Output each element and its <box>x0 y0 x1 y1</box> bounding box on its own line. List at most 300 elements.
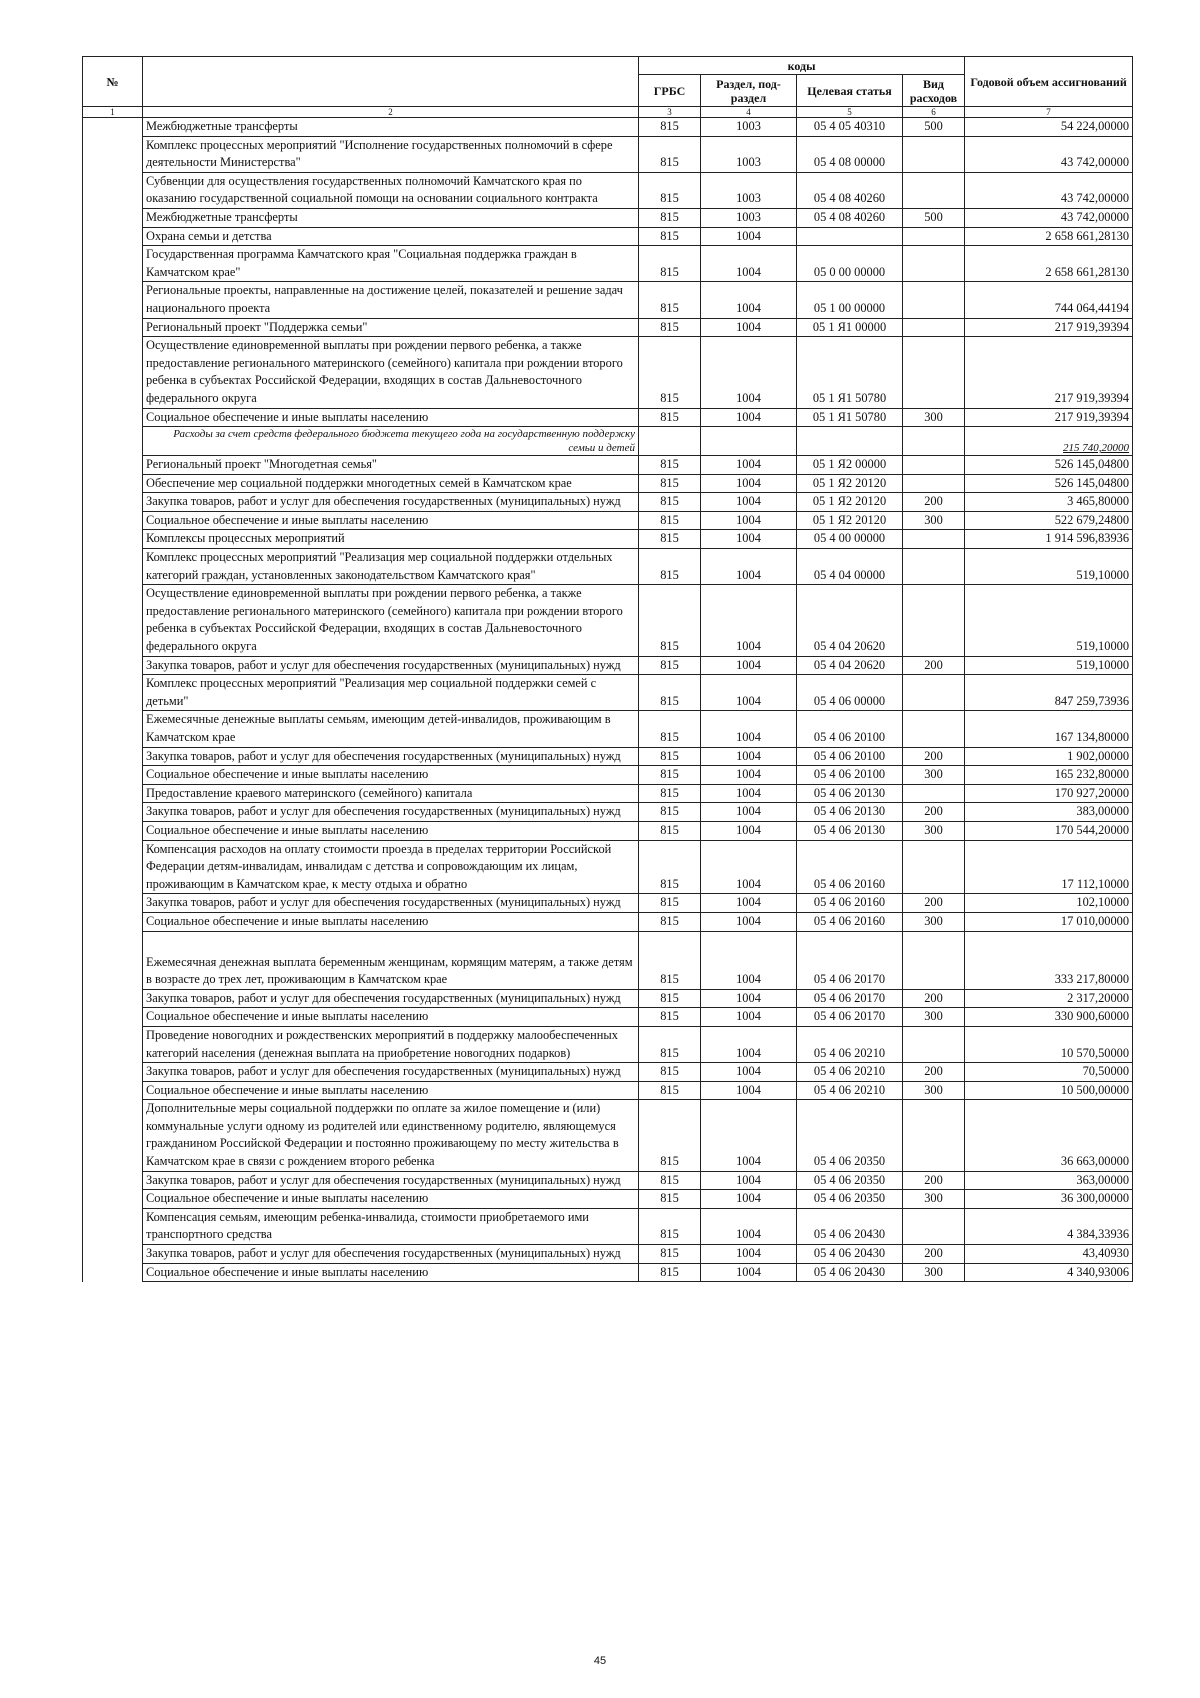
expense-type-cell <box>903 246 965 282</box>
table-row <box>83 549 1133 585</box>
expense-type-cell: 200 <box>903 894 965 913</box>
expense-type-cell <box>903 585 965 656</box>
razdel-cell: 1004 <box>701 456 797 475</box>
razdel-cell: 1004 <box>701 1190 797 1209</box>
razdel-cell: 1004 <box>701 408 797 427</box>
item-name-cell: Осуществление единовременной выплаты при рождении первого ребенка, а также предоставление регионального материнского (семейного) капитала при рождении второго ребенка в субъектах Российской Федерации, входящих в состав Дальневосточного федерального округа <box>143 585 639 656</box>
amount-cell: 2 658 661,28130 <box>965 246 1133 282</box>
table-row <box>83 747 1133 766</box>
amount-header: Годовой объем ассигнований <box>965 57 1133 107</box>
grbs-cell: 815 <box>639 549 701 585</box>
table-row <box>83 894 1133 913</box>
item-name-cell: Комплексы процессных мероприятий <box>143 530 639 549</box>
razdel-cell: 1004 <box>701 675 797 711</box>
item-name-cell: Социальное обеспечение и иные выплаты населению <box>143 408 639 427</box>
row-number-cell <box>83 747 143 766</box>
razdel-cell: 1003 <box>701 136 797 172</box>
target-article-cell: 05 4 08 40260 <box>797 208 903 227</box>
item-name-cell: Закупка товаров, работ и услуг для обеспечения государственных (муниципальных) нужд <box>143 1245 639 1264</box>
table-row <box>83 1008 1133 1027</box>
razdel-cell: 1004 <box>701 989 797 1008</box>
razdel-cell: 1004 <box>701 549 797 585</box>
expense-type-cell <box>903 227 965 246</box>
row-number-cell <box>83 408 143 427</box>
expense-type-cell <box>903 337 965 408</box>
grbs-cell: 815 <box>639 803 701 822</box>
target-article-cell <box>797 427 903 456</box>
item-name-cell: Социальное обеспечение и иные выплаты населению <box>143 912 639 931</box>
grbs-cell: 815 <box>639 1245 701 1264</box>
row-number-cell <box>83 246 143 282</box>
amount-cell: 3 465,80000 <box>965 493 1133 512</box>
row-number-cell <box>83 1026 143 1062</box>
row-number-cell <box>83 784 143 803</box>
item-name-cell: Дополнительные меры социальной поддержки по оплате за жилое помещение и (или) коммунальные услуги одному из родителей или единственному родителю, являющемуся гражданином Российской Федерации и постоянно проживающему по месту жительства в Камчатском крае в связи с рождением второго ребенка <box>143 1100 639 1171</box>
target-article-cell: 05 4 06 20210 <box>797 1026 903 1062</box>
target-article-cell: 05 4 06 20160 <box>797 894 903 913</box>
amount-cell: 2 658 661,28130 <box>965 227 1133 246</box>
item-name-cell: Закупка товаров, работ и услуг для обеспечения государственных (муниципальных) нужд <box>143 493 639 512</box>
table-row <box>83 821 1133 840</box>
amount-cell: 526 145,04800 <box>965 474 1133 493</box>
expense-type-cell: 200 <box>903 493 965 512</box>
amount-cell: 102,10000 <box>965 894 1133 913</box>
target-article-cell: 05 4 06 20170 <box>797 931 903 989</box>
table-row <box>83 427 1133 456</box>
table-row <box>83 675 1133 711</box>
target-article-header: Целевая статья <box>797 75 903 107</box>
expense-type-cell: 300 <box>903 1190 965 1209</box>
target-article-cell: 05 4 06 20100 <box>797 747 903 766</box>
expense-type-cell: 500 <box>903 208 965 227</box>
razdel-cell: 1003 <box>701 172 797 208</box>
razdel-cell: 1004 <box>701 246 797 282</box>
row-number-cell <box>83 337 143 408</box>
grbs-cell: 815 <box>639 1026 701 1062</box>
razdel-cell: 1004 <box>701 821 797 840</box>
expense-type-cell <box>903 318 965 337</box>
target-article-cell: 05 4 06 20350 <box>797 1100 903 1171</box>
table-row <box>83 1263 1133 1282</box>
grbs-cell: 815 <box>639 1263 701 1282</box>
item-name-cell: Межбюджетные трансферты <box>143 208 639 227</box>
razdel-cell: 1004 <box>701 931 797 989</box>
expense-type-cell: 200 <box>903 656 965 675</box>
amount-cell: 17 010,00000 <box>965 912 1133 931</box>
target-article-cell: 05 4 06 20350 <box>797 1190 903 1209</box>
grbs-cell: 815 <box>639 894 701 913</box>
table-row <box>83 1026 1133 1062</box>
target-article-cell: 05 1 Я1 00000 <box>797 318 903 337</box>
target-article-cell: 05 0 00 00000 <box>797 246 903 282</box>
table-row <box>83 493 1133 512</box>
grbs-cell: 815 <box>639 172 701 208</box>
item-name-cell: Проведение новогодних и рождественских мероприятий в поддержку малообеспеченных категорий населения (денежная выплата на приобретение новогодних подарков) <box>143 1026 639 1062</box>
grbs-cell: 815 <box>639 1190 701 1209</box>
column-number: 6 <box>903 107 965 118</box>
codes-header: коды <box>639 57 965 75</box>
table-row <box>83 511 1133 530</box>
expense-type-cell <box>903 172 965 208</box>
row-number-cell <box>83 208 143 227</box>
item-name-cell: Закупка товаров, работ и услуг для обеспечения государственных (муниципальных) нужд <box>143 989 639 1008</box>
amount-cell: 165 232,80000 <box>965 766 1133 785</box>
expense-type-cell: 300 <box>903 1263 965 1282</box>
expense-type-cell <box>903 840 965 894</box>
table-header <box>83 57 1133 118</box>
item-name-cell: Охрана семьи и детства <box>143 227 639 246</box>
razdel-cell: 1004 <box>701 1081 797 1100</box>
target-article-cell: 05 4 06 20130 <box>797 784 903 803</box>
amount-cell: 847 259,73936 <box>965 675 1133 711</box>
razdel-cell: 1004 <box>701 840 797 894</box>
row-number-cell <box>83 585 143 656</box>
amount-cell: 4 340,93006 <box>965 1263 1133 1282</box>
table-row <box>83 1208 1133 1244</box>
item-name-cell: Закупка товаров, работ и услуг для обеспечения государственных (муниципальных) нужд <box>143 803 639 822</box>
razdel-cell: 1004 <box>701 1063 797 1082</box>
item-name-cell: Ежемесячная денежная выплата беременным женщинам, кормящим матерям, а также детям в возрасте до трех лет, проживающим в Камчатском крае <box>143 931 639 989</box>
amount-cell: 36 663,00000 <box>965 1100 1133 1171</box>
target-article-cell: 05 4 06 20100 <box>797 711 903 747</box>
table-row <box>83 318 1133 337</box>
expense-type-cell <box>903 931 965 989</box>
table-row <box>83 784 1133 803</box>
razdel-cell: 1004 <box>701 766 797 785</box>
item-name-cell: Социальное обеспечение и иные выплаты населению <box>143 821 639 840</box>
amount-cell: 43 742,00000 <box>965 208 1133 227</box>
row-number-cell <box>83 282 143 318</box>
grbs-cell: 815 <box>639 474 701 493</box>
item-name-cell: Социальное обеспечение и иные выплаты населению <box>143 511 639 530</box>
table-body <box>83 118 1133 1282</box>
row-number-cell <box>83 456 143 475</box>
expense-type-cell: 500 <box>903 118 965 137</box>
razdel-cell: 1004 <box>701 912 797 931</box>
row-number-cell <box>83 711 143 747</box>
table-row <box>83 803 1133 822</box>
target-article-cell: 05 4 04 00000 <box>797 549 903 585</box>
target-article-cell: 05 4 08 00000 <box>797 136 903 172</box>
row-number-cell <box>83 675 143 711</box>
razdel-cell: 1004 <box>701 585 797 656</box>
item-name-cell: Социальное обеспечение и иные выплаты населению <box>143 1081 639 1100</box>
razdel-cell: 1004 <box>701 803 797 822</box>
item-name-cell: Социальное обеспечение и иные выплаты населению <box>143 1190 639 1209</box>
target-article-cell: 05 1 Я2 20120 <box>797 474 903 493</box>
expense-type-cell <box>903 136 965 172</box>
table-row <box>83 172 1133 208</box>
row-number-cell <box>83 427 143 456</box>
amount-cell: 36 300,00000 <box>965 1190 1133 1209</box>
target-article-cell: 05 4 04 20620 <box>797 656 903 675</box>
razdel-cell: 1004 <box>701 711 797 747</box>
table-row <box>83 585 1133 656</box>
expense-type-cell: 200 <box>903 1245 965 1264</box>
item-name-cell: Закупка товаров, работ и услуг для обеспечения государственных (муниципальных) нужд <box>143 747 639 766</box>
column-number: 7 <box>965 107 1133 118</box>
item-name-cell: Государственная программа Камчатского края "Социальная поддержка граждан в Камчатском крае" <box>143 246 639 282</box>
expense-type-cell <box>903 675 965 711</box>
table-row <box>83 766 1133 785</box>
expense-type-cell: 300 <box>903 1081 965 1100</box>
grbs-cell: 815 <box>639 656 701 675</box>
item-name-cell: Расходы за счет средств федерального бюджета текущего года на государственную поддержку семьи и детей <box>143 427 639 456</box>
grbs-cell: 815 <box>639 711 701 747</box>
row-number-cell <box>83 1245 143 1264</box>
amount-cell: 383,00000 <box>965 803 1133 822</box>
amount-cell: 170 544,20000 <box>965 821 1133 840</box>
row-number-cell <box>83 318 143 337</box>
column-number: 4 <box>701 107 797 118</box>
target-article-cell: 05 4 06 20210 <box>797 1063 903 1082</box>
item-name-cell: Межбюджетные трансферты <box>143 118 639 137</box>
grbs-cell: 815 <box>639 931 701 989</box>
razdel-cell: 1003 <box>701 208 797 227</box>
amount-cell: 330 900,60000 <box>965 1008 1133 1027</box>
row-number-cell <box>83 1063 143 1082</box>
grbs-cell: 815 <box>639 408 701 427</box>
grbs-cell: 815 <box>639 493 701 512</box>
row-number-cell <box>83 118 143 137</box>
expense-type-cell: 300 <box>903 408 965 427</box>
table-row <box>83 840 1133 894</box>
item-name-cell: Закупка товаров, работ и услуг для обеспечения государственных (муниципальных) нужд <box>143 1063 639 1082</box>
razdel-cell: 1004 <box>701 1008 797 1027</box>
razdel-cell: 1004 <box>701 894 797 913</box>
amount-cell: 167 134,80000 <box>965 711 1133 747</box>
razdel-cell: 1004 <box>701 493 797 512</box>
table-row <box>83 1190 1133 1209</box>
row-number-cell <box>83 493 143 512</box>
grbs-cell: 815 <box>639 912 701 931</box>
row-number-cell <box>83 530 143 549</box>
target-article-cell: 05 1 Я2 20120 <box>797 493 903 512</box>
target-article-cell: 05 1 Я1 50780 <box>797 408 903 427</box>
item-name-cell: Социальное обеспечение и иные выплаты населению <box>143 1263 639 1282</box>
item-name-cell: Региональные проекты, направленные на достижение целей, показателей и решение задач национального проекта <box>143 282 639 318</box>
grbs-cell: 815 <box>639 227 701 246</box>
grbs-cell: 815 <box>639 282 701 318</box>
target-article-cell: 05 4 06 20170 <box>797 1008 903 1027</box>
row-number-cell <box>83 1100 143 1171</box>
item-name-cell: Социальное обеспечение и иные выплаты населению <box>143 1008 639 1027</box>
target-article-cell: 05 4 06 20430 <box>797 1245 903 1264</box>
row-number-cell <box>83 989 143 1008</box>
grbs-cell: 815 <box>639 208 701 227</box>
grbs-cell: 815 <box>639 784 701 803</box>
amount-cell: 217 919,39394 <box>965 318 1133 337</box>
amount-cell: 43,40930 <box>965 1245 1133 1264</box>
target-article-cell: 05 4 06 20130 <box>797 821 903 840</box>
amount-cell: 526 145,04800 <box>965 456 1133 475</box>
razdel-header: Раздел, под-раздел <box>701 75 797 107</box>
expense-type-cell <box>903 549 965 585</box>
target-article-cell: 05 4 06 20100 <box>797 766 903 785</box>
expense-type-cell <box>903 427 965 456</box>
row-number-cell <box>83 840 143 894</box>
target-article-cell: 05 4 06 20350 <box>797 1171 903 1190</box>
item-name-cell: Обеспечение мер социальной поддержки многодетных семей в Камчатском крае <box>143 474 639 493</box>
row-number-cell <box>83 1263 143 1282</box>
expense-type-cell: 200 <box>903 1063 965 1082</box>
expense-type-header: Вид расходов <box>903 75 965 107</box>
grbs-cell: 815 <box>639 1208 701 1244</box>
amount-cell: 10 570,50000 <box>965 1026 1133 1062</box>
amount-cell: 519,10000 <box>965 585 1133 656</box>
target-article-cell: 05 1 00 00000 <box>797 282 903 318</box>
table-row <box>83 1100 1133 1171</box>
table-row <box>83 711 1133 747</box>
table-row <box>83 246 1133 282</box>
grbs-cell: 815 <box>639 530 701 549</box>
razdel-cell: 1004 <box>701 1208 797 1244</box>
target-article-cell: 05 4 06 20430 <box>797 1208 903 1244</box>
target-article-cell: 05 4 06 20430 <box>797 1263 903 1282</box>
grbs-cell: 815 <box>639 118 701 137</box>
grbs-cell: 815 <box>639 747 701 766</box>
amount-cell: 333 217,80000 <box>965 931 1133 989</box>
amount-cell: 522 679,24800 <box>965 511 1133 530</box>
target-article-cell: 05 4 08 40260 <box>797 172 903 208</box>
table-row <box>83 989 1133 1008</box>
grbs-cell: 815 <box>639 1081 701 1100</box>
grbs-cell: 815 <box>639 766 701 785</box>
column-number: 1 <box>83 107 143 118</box>
amount-cell: 1 902,00000 <box>965 747 1133 766</box>
expense-type-cell: 300 <box>903 511 965 530</box>
item-name-cell: Социальное обеспечение и иные выплаты населению <box>143 766 639 785</box>
table-row <box>83 1171 1133 1190</box>
item-name-cell: Осуществление единовременной выплаты при рождении первого ребенка, а также предоставление регионального материнского (семейного) капитала при рождении второго ребенка в субъектах Российской Федерации, входящих в состав Дальневосточного федерального округа <box>143 337 639 408</box>
target-article-cell: 05 4 06 20170 <box>797 989 903 1008</box>
grbs-header: ГРБС <box>639 75 701 107</box>
grbs-cell: 815 <box>639 821 701 840</box>
item-name-cell: Комплекс процессных мероприятий "Реализация мер социальной поддержки отдельных категорий граждан, установленных законодательством Камчатского края" <box>143 549 639 585</box>
grbs-cell <box>639 427 701 456</box>
expense-type-cell: 300 <box>903 821 965 840</box>
grbs-cell: 815 <box>639 585 701 656</box>
table-row <box>83 656 1133 675</box>
table-row <box>83 118 1133 137</box>
amount-cell: 43 742,00000 <box>965 172 1133 208</box>
razdel-cell: 1004 <box>701 511 797 530</box>
grbs-cell: 815 <box>639 1171 701 1190</box>
grbs-cell: 815 <box>639 337 701 408</box>
expense-type-cell: 200 <box>903 747 965 766</box>
expense-type-cell <box>903 530 965 549</box>
expense-type-cell <box>903 1208 965 1244</box>
item-name-cell: Закупка товаров, работ и услуг для обеспечения государственных (муниципальных) нужд <box>143 894 639 913</box>
row-number-cell <box>83 1081 143 1100</box>
item-name-cell: Предоставление краевого материнского (семейного) капитала <box>143 784 639 803</box>
grbs-cell: 815 <box>639 989 701 1008</box>
table-row <box>83 1081 1133 1100</box>
item-name-cell: Закупка товаров, работ и услуг для обеспечения государственных (муниципальных) нужд <box>143 656 639 675</box>
target-article-cell: 05 4 06 20160 <box>797 912 903 931</box>
razdel-cell: 1004 <box>701 337 797 408</box>
amount-cell: 519,10000 <box>965 656 1133 675</box>
amount-cell: 17 112,10000 <box>965 840 1133 894</box>
grbs-cell: 815 <box>639 1008 701 1027</box>
row-number-cell <box>83 656 143 675</box>
table-row <box>83 282 1133 318</box>
row-number-cell <box>83 821 143 840</box>
column-number: 2 <box>143 107 639 118</box>
item-name-cell: Комплекс процессных мероприятий "Исполнение государственных полномочий в сфере деятельности Министерства" <box>143 136 639 172</box>
expense-type-cell: 300 <box>903 766 965 785</box>
item-name-cell: Комплекс процессных мероприятий "Реализация мер социальной поддержки семей с детьми" <box>143 675 639 711</box>
expense-type-cell <box>903 1026 965 1062</box>
table-row <box>83 912 1133 931</box>
row-number-cell <box>83 931 143 989</box>
row-number-cell <box>83 1190 143 1209</box>
amount-cell: 363,00000 <box>965 1171 1133 1190</box>
amount-cell: 43 742,00000 <box>965 136 1133 172</box>
row-number-cell <box>83 1008 143 1027</box>
item-name-cell: Ежемесячные денежные выплаты семьям, имеющим детей-инвалидов, проживающим в Камчатском крае <box>143 711 639 747</box>
target-article-cell: 05 1 Я2 00000 <box>797 456 903 475</box>
table-row <box>83 474 1133 493</box>
column-numbers-row <box>83 107 1133 118</box>
row-number-cell <box>83 474 143 493</box>
target-article-cell: 05 4 04 20620 <box>797 585 903 656</box>
razdel-cell: 1004 <box>701 474 797 493</box>
row-number-cell <box>83 803 143 822</box>
row-number-cell <box>83 511 143 530</box>
item-name-cell: Региональный проект "Поддержка семьи" <box>143 318 639 337</box>
grbs-cell: 815 <box>639 456 701 475</box>
item-name-cell: Компенсация семьям, имеющим ребенка-инвалида, стоимости приобретаемого ими транспортного средства <box>143 1208 639 1244</box>
expense-type-cell: 200 <box>903 803 965 822</box>
razdel-cell: 1003 <box>701 118 797 137</box>
target-article-cell: 05 4 00 00000 <box>797 530 903 549</box>
page-number: 45 <box>593 1655 607 1667</box>
row-number-cell <box>83 172 143 208</box>
grbs-cell: 815 <box>639 318 701 337</box>
amount-cell: 170 927,20000 <box>965 784 1133 803</box>
expense-type-cell <box>903 282 965 318</box>
item-name-cell: Компенсация расходов на оплату стоимости проезда в пределах территории Российской Федерации детям-инвалидам, инвалидам с детства и сопровождающим их лицам, проживающим в Камчатском крае, к месту отдыха и обратно <box>143 840 639 894</box>
razdel-cell: 1004 <box>701 530 797 549</box>
razdel-cell: 1004 <box>701 784 797 803</box>
table-row <box>83 136 1133 172</box>
razdel-cell: 1004 <box>701 1263 797 1282</box>
razdel-cell: 1004 <box>701 282 797 318</box>
table-row <box>83 408 1133 427</box>
target-article-cell: 05 1 Я2 20120 <box>797 511 903 530</box>
amount-cell: 1 914 596,83936 <box>965 530 1133 549</box>
table-row <box>83 337 1133 408</box>
amount-cell: 2 317,20000 <box>965 989 1133 1008</box>
grbs-cell: 815 <box>639 511 701 530</box>
razdel-cell: 1004 <box>701 227 797 246</box>
expense-type-cell <box>903 474 965 493</box>
target-article-cell: 05 4 06 20160 <box>797 840 903 894</box>
razdel-cell: 1004 <box>701 1245 797 1264</box>
amount-cell: 217 919,39394 <box>965 408 1133 427</box>
grbs-cell: 815 <box>639 675 701 711</box>
target-article-cell <box>797 227 903 246</box>
column-number: 5 <box>797 107 903 118</box>
table-row <box>83 1063 1133 1082</box>
row-number-cell <box>83 227 143 246</box>
item-name-cell: Региональный проект "Многодетная семья" <box>143 456 639 475</box>
col-number-header: № <box>83 57 143 107</box>
appropriations-table <box>82 56 1133 1282</box>
target-article-cell: 05 1 Я1 50780 <box>797 337 903 408</box>
table-row <box>83 456 1133 475</box>
